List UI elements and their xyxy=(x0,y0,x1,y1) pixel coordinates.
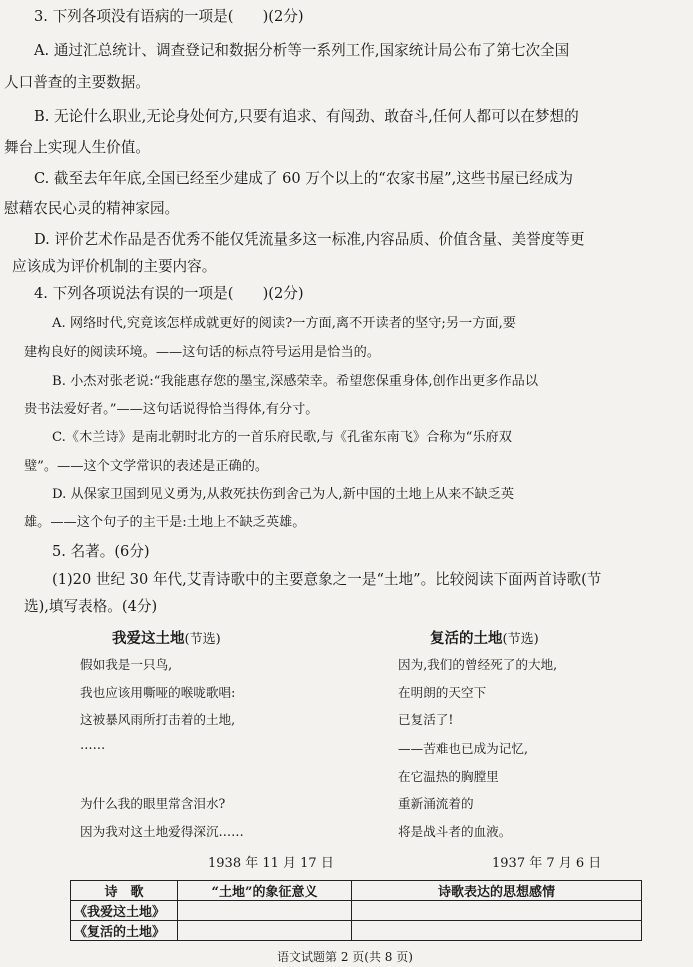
poem2-title-text: 复活的土地 xyxy=(430,630,503,647)
table-row xyxy=(71,921,642,941)
q4-option-b-line1: B. 小杰对张老说:“我能惠存您的墨宝,深感荣幸。希望您保重身体,创作出更多作品以 xyxy=(52,374,539,389)
q5-sub1-line1: (1)20 世纪 30 年代,艾青诗歌中的主要意象之一是“土地”。比较阅读下面两首诗歌(节 xyxy=(52,571,602,588)
q3-option-a-line1: A. 通过汇总统计、调查登记和数据分析等一系列工作,国家统计局公布了第七次全国 xyxy=(34,42,570,59)
poem2-line: 因为,我们的曾经死了的大地, xyxy=(398,657,558,672)
answer-cell-symbol-2[interactable] xyxy=(178,921,352,941)
answer-table-header-row xyxy=(71,881,642,901)
poem1-line: 因为我对这土地爱得深沉…… xyxy=(80,824,244,839)
header-poem: 诗 歌 xyxy=(71,881,178,901)
poem1-line: …… xyxy=(80,737,106,752)
q3-option-a-line2: 人口普查的主要数据。 xyxy=(4,74,150,91)
q3-option-b-line2: 舞台上实现人生价值。 xyxy=(4,139,150,156)
page-footer: 语文试题第 2 页(共 8 页) xyxy=(277,950,413,964)
q4-option-a-line2: 建构良好的阅读环境。——这句话的标点符号运用是恰当的。 xyxy=(24,345,381,360)
q3-option-c-line2: 慰藉农民心灵的精神家园。 xyxy=(4,200,180,217)
q5-sub1-line2: 选),填写表格。(4分) xyxy=(24,598,158,615)
poem1-title-note: (节选) xyxy=(184,632,221,647)
poem1-line: 为什么我的眼里常含泪水? xyxy=(80,796,226,811)
poem1-date: 1938 年 11 月 17 日 xyxy=(208,856,334,871)
poem2-line: 在明朗的天空下 xyxy=(398,685,487,700)
q4-option-a-line1: A. 网络时代,究竟该怎样成就更好的阅读?一方面,离不开读者的坚守;另一方面,要 xyxy=(52,316,516,331)
q4-option-c-line1: C.《木兰诗》是南北朝时北方的一首乐府民歌,与《孔雀东南飞》合称为“乐府双 xyxy=(52,430,512,445)
table-row xyxy=(71,901,642,921)
poem2-line: 重新涌流着的 xyxy=(398,796,474,811)
answer-table xyxy=(70,880,642,941)
q3-option-d-line2: 应该成为评价机制的主要内容。 xyxy=(12,258,217,275)
poem2-line: 已复活了! xyxy=(398,712,454,727)
q4-option-d-line2: 雄。——这个句子的主干是:土地上不缺乏英雄。 xyxy=(24,515,306,530)
poem1-title xyxy=(112,627,221,648)
poem1-title-text: 我爱这土地 xyxy=(112,630,185,647)
poem1-line: 假如我是一只鸟, xyxy=(80,657,173,672)
q3-option-c-line1: C. 截至去年年底,全国已经至少建成了 60 万个以上的“农家书屋”,这些书屋已经成为 xyxy=(34,170,573,187)
poem2-line: ——苦难也已成为记忆, xyxy=(398,741,528,756)
row-label-poem1: 《我爱这土地》 xyxy=(71,901,178,921)
poem2-title xyxy=(430,627,539,648)
header-symbolic-meaning: “土地”的象征意义 xyxy=(178,881,352,901)
poem2-date: 1937 年 7 月 6 日 xyxy=(492,856,602,871)
q3-stem: 3. 下列各项没有语病的一项是( )(2分) xyxy=(34,8,304,25)
q3-option-d-line1: D. 评价艺术作品是否优秀不能仅凭流量多这一标准,内容品质、价值含量、美誉度等更 xyxy=(34,231,585,248)
poem2-line: 在它温热的胸膛里 xyxy=(398,769,499,784)
header-emotion: 诗歌表达的思想感情 xyxy=(352,881,642,901)
poem2-title-note: (节选) xyxy=(502,632,539,647)
poem1-line: 我也应该用嘶哑的喉咙歌唱: xyxy=(80,685,236,700)
q4-option-d-line1: D. 从保家卫国到见义勇为,从救死扶伤到舍己为人,新中国的土地上从来不缺乏英 xyxy=(52,487,515,502)
q3-option-b-line1: B. 无论什么职业,无论身处何方,只要有追求、有闯劲、敢奋斗,任何人都可以在梦想的 xyxy=(34,108,579,125)
answer-cell-emotion-2[interactable] xyxy=(352,921,642,941)
answer-cell-emotion-1[interactable] xyxy=(352,901,642,921)
q4-option-b-line2: 贵书法爱好者。”——这句话说得恰当得体,有分寸。 xyxy=(24,402,319,417)
q4-stem: 4. 下列各项说法有误的一项是( )(2分) xyxy=(34,285,304,302)
row-label-poem2: 《复活的土地》 xyxy=(71,921,178,941)
poem1-line: 这被暴风雨所打击着的土地, xyxy=(80,712,236,727)
poem2-line: 将是战斗者的血液。 xyxy=(398,824,512,839)
q5-stem: 5. 名著。(6分) xyxy=(52,543,150,560)
q4-option-c-line2: 璧”。——这个文学常识的表述是正确的。 xyxy=(24,459,269,474)
answer-cell-symbol-1[interactable] xyxy=(178,901,352,921)
